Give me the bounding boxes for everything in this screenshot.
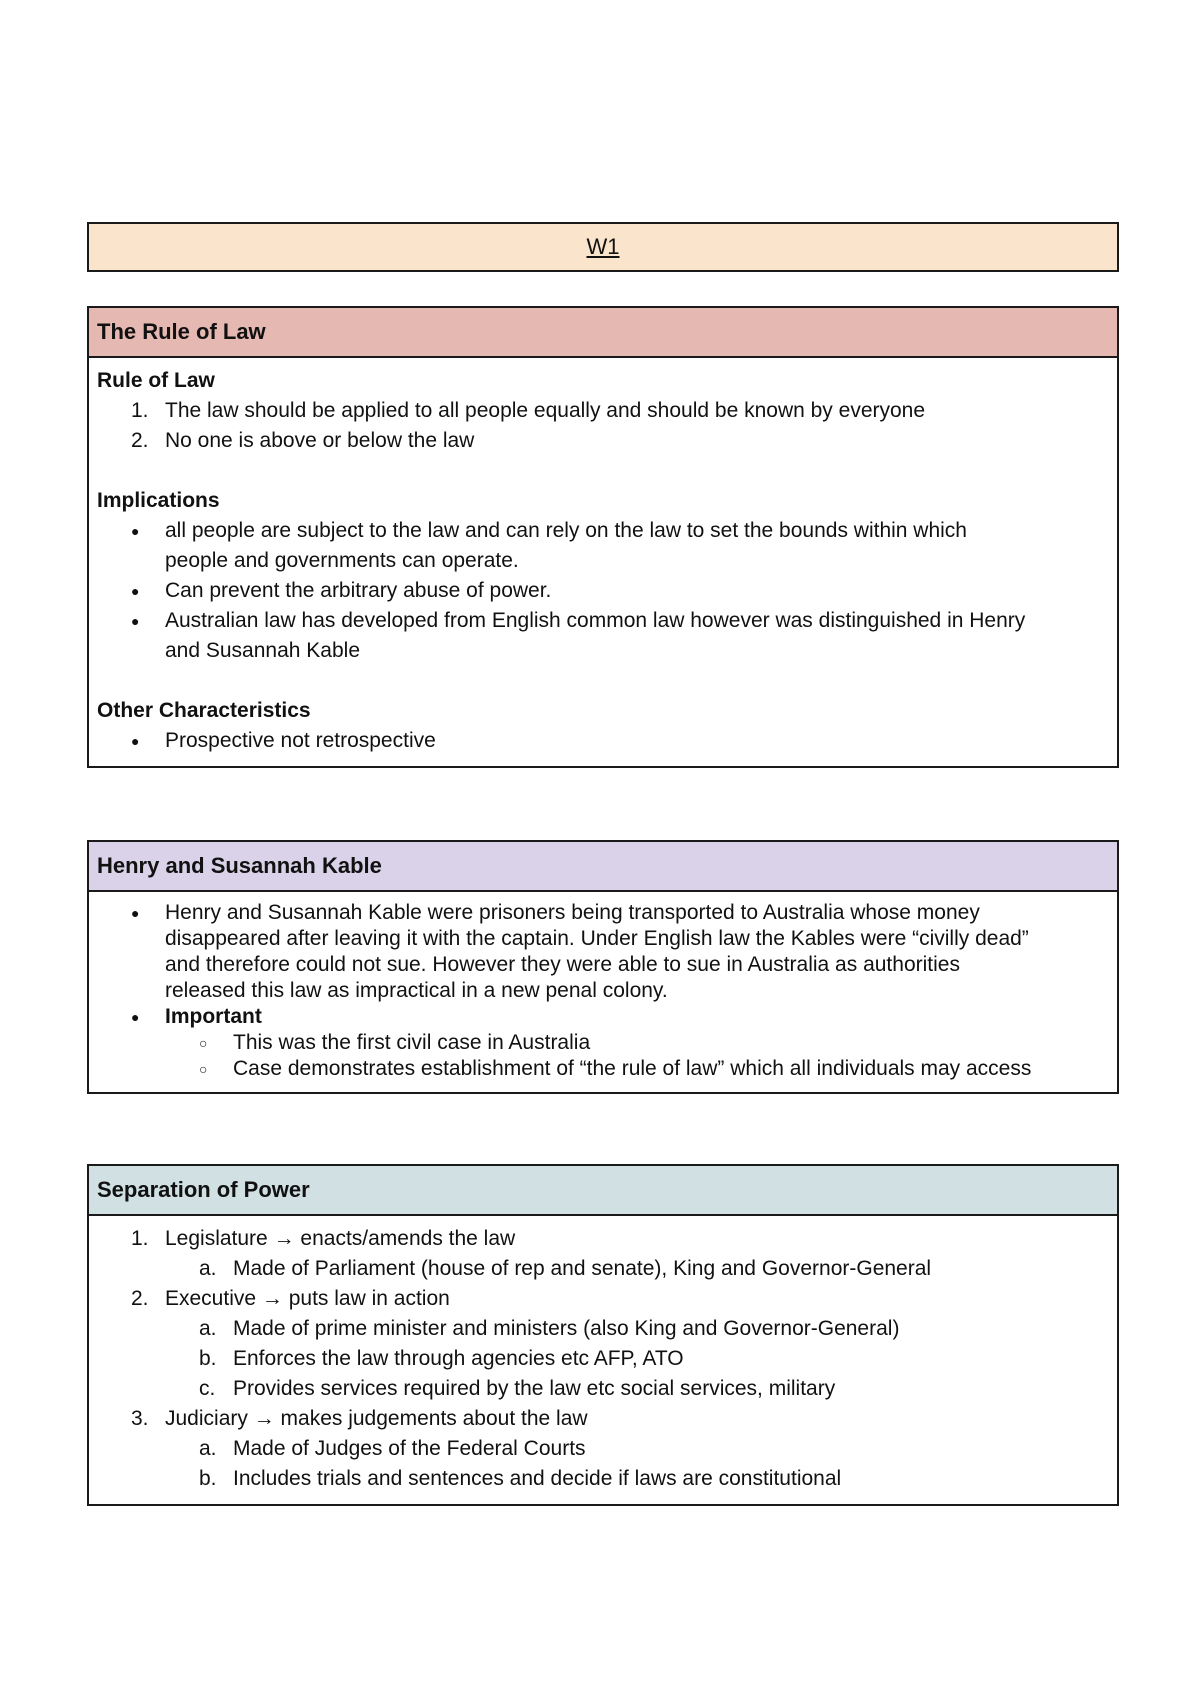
list-item-text: Case demonstrates establishment of “the rule of law” which all individuals may access <box>233 1057 1032 1080</box>
separation-body <box>89 1216 1117 1504</box>
page-title-box <box>87 222 1119 272</box>
list-number: 3. <box>131 1407 149 1430</box>
list-item-text: The law should be applied to all people equally and should be known by everyone <box>165 399 926 422</box>
page-title: W1 <box>586 234 620 259</box>
list-number: 2. <box>131 1287 149 1310</box>
list-item-text: Includes trials and sentences and decide if laws are constitutional <box>233 1467 842 1490</box>
important-label: Important <box>165 1005 262 1028</box>
list-item <box>97 1284 1109 1314</box>
list-item <box>97 1314 1109 1344</box>
list-item-text: Prospective not retrospective <box>165 729 436 752</box>
rule-of-law-body <box>89 358 1117 766</box>
list-item-text: Made of prime minister and ministers (also King and Governor-General) <box>233 1317 900 1340</box>
list-item-text: This was the first civil case in Australia <box>233 1031 591 1054</box>
list-item-text: Made of Judges of the Federal Courts <box>233 1437 586 1460</box>
separation-header <box>89 1166 1117 1216</box>
bullet-icon: ● <box>131 583 140 599</box>
kable-header <box>89 842 1117 892</box>
circle-bullet-icon: ○ <box>199 1061 208 1077</box>
list-item <box>97 1056 1109 1082</box>
list-item <box>97 1030 1109 1056</box>
list-item <box>97 1404 1109 1434</box>
list-item-text: Henry and Susannah Kable were prisoners being transported to Australia whose money disappeared after leaving it with the captain. Under English law the Kables were “civilly dead” and therefore could not sue. However they were able to sue in Australia as authorities released this law as impractical in a new penal colony. <box>165 901 1029 1002</box>
list-number: 1. <box>131 399 149 422</box>
list-item-text: all people are subject to the law and can rely on the law to set the bounds within which people and governments can operate. <box>165 519 967 572</box>
rule-of-law-subheading: Rule of Law <box>97 369 215 392</box>
list-letter: b. <box>199 1347 217 1370</box>
bullet-icon: ● <box>131 613 140 629</box>
list-letter: a. <box>199 1317 217 1340</box>
list-item-text: Made of Parliament (house of rep and senate), King and Governor-General <box>233 1257 932 1280</box>
list-item-text: Legislature → enacts/amends the law <box>165 1227 516 1250</box>
circle-bullet-icon: ○ <box>199 1035 208 1051</box>
list-item-text: Australian law has developed from English common law however was distinguished in Henry and Susannah Kable <box>165 609 1026 662</box>
list-letter: b. <box>199 1467 217 1490</box>
list-item <box>97 576 1109 606</box>
list-item <box>97 1344 1109 1374</box>
bullet-icon: ● <box>131 523 140 539</box>
bullet-icon: ● <box>131 733 140 749</box>
list-letter: c. <box>199 1377 216 1400</box>
bullet-icon: ● <box>131 1009 140 1025</box>
implications-subheading: Implications <box>97 489 220 512</box>
list-letter: a. <box>199 1257 217 1280</box>
other-characteristics-subheading: Other Characteristics <box>97 699 311 722</box>
list-item <box>97 606 1109 666</box>
list-item <box>97 900 1109 1004</box>
rule-of-law-header <box>89 308 1117 358</box>
kable-body <box>89 892 1117 1092</box>
list-item-text: Executive → puts law in action <box>165 1287 450 1310</box>
list-item <box>97 1464 1109 1494</box>
rule-of-law-title: The Rule of Law <box>97 319 266 344</box>
list-item <box>97 396 1109 426</box>
list-item <box>97 516 1109 576</box>
list-item-text: Provides services required by the law etc social services, military <box>233 1377 836 1400</box>
list-item-text: Can prevent the arbitrary abuse of power. <box>165 579 552 602</box>
list-item-text: No one is above or below the law <box>165 429 475 452</box>
separation-title: Separation of Power <box>97 1177 310 1202</box>
list-item <box>97 1434 1109 1464</box>
list-item <box>97 1004 1109 1030</box>
bullet-icon: ● <box>131 905 140 921</box>
list-number: 1. <box>131 1227 149 1250</box>
list-item <box>97 1374 1109 1404</box>
list-number: 2. <box>131 429 149 452</box>
list-item-text: Enforces the law through agencies etc AFP, ATO <box>233 1347 684 1370</box>
kable-section <box>87 840 1119 1094</box>
separation-section <box>87 1164 1119 1506</box>
list-item <box>97 726 1109 756</box>
list-item <box>97 1224 1109 1254</box>
list-letter: a. <box>199 1437 217 1460</box>
list-item-text: Judiciary → makes judgements about the law <box>165 1407 588 1430</box>
list-item <box>97 426 1109 456</box>
list-item <box>97 1254 1109 1284</box>
rule-of-law-section <box>87 306 1119 768</box>
kable-title: Henry and Susannah Kable <box>97 853 382 878</box>
